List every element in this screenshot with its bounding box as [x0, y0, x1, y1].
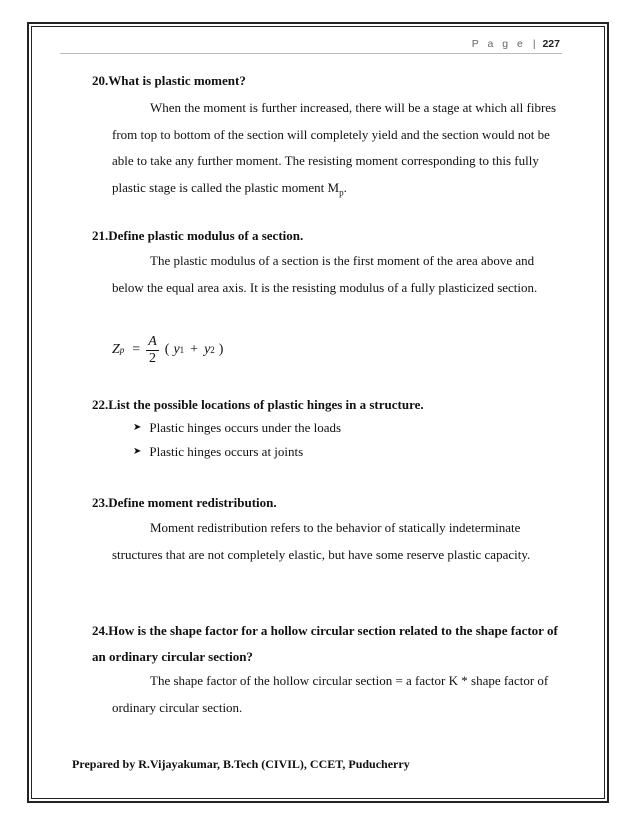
page-separator: | [532, 38, 536, 50]
question-24-answer [112, 668, 567, 721]
list-item-text: Plastic hinges occurs at joints [149, 444, 304, 459]
question-23-title [92, 490, 572, 516]
page-number: 227 [542, 38, 560, 50]
question-21-answer [112, 248, 567, 301]
question-text: Define moment redistribution. [108, 495, 277, 510]
page-label: P a g e [471, 38, 526, 50]
formula-fraction [146, 334, 159, 367]
question-number: 23. [92, 495, 109, 510]
list-item [133, 440, 341, 464]
formula-equals: = [132, 342, 141, 357]
question-text: Define plastic modulus of a section. [108, 228, 304, 243]
fraction-numerator: A [148, 333, 157, 349]
formula-y1-sub: 1 [179, 345, 185, 355]
plastic-modulus-formula [112, 327, 223, 373]
question-20-answer [112, 95, 567, 206]
question-20-title [92, 68, 572, 94]
question-24-title [92, 618, 572, 670]
answer-text: The shape factor of the hollow circular section = a factor K * shape factor of ordinary circular section. [112, 673, 549, 715]
formula-y2: y [204, 342, 211, 357]
question-number: 22. [92, 397, 109, 412]
formula-lhs-sub: p [119, 345, 125, 355]
answer-subscript: p [339, 187, 344, 198]
arrow-bullet-icon: ➤ [133, 446, 142, 457]
question-number: 21. [92, 228, 109, 243]
question-23-answer [112, 515, 567, 568]
question-number: 24. [92, 623, 109, 638]
formula-lhs: Z [112, 342, 120, 357]
formula-close-paren: ) [218, 342, 224, 357]
formula-plus: + [190, 342, 199, 357]
answer-text: Moment redistribution refers to the behavior of statically indeterminate structures that are not completely elastic, but have some reserve plastic capacity. [112, 520, 531, 562]
question-text: What is plastic moment? [108, 73, 246, 88]
arrow-bullet-icon: ➤ [133, 422, 142, 433]
question-text: How is the shape factor for a hollow circular section related to the shape factor of an ordinary circular section? [92, 623, 558, 664]
list-item-text: Plastic hinges occurs under the loads [149, 420, 342, 435]
page-footer: Prepared by R.Vijayakumar, B.Tech (CIVIL), CCET, Puducherry [72, 757, 410, 771]
plastic-hinge-list [133, 416, 341, 464]
question-number: 20. [92, 73, 109, 88]
formula-y1: y [173, 342, 180, 357]
header-rule [60, 53, 562, 54]
answer-end: . [343, 179, 347, 195]
formula-open-paren: ( [164, 342, 170, 357]
answer-text: When the moment is further increased, there will be a stage at which all fibres from top to bottom of the section will completely yield and the section would not be able to take any further moment. The resisting moment corresponding to this fully plastic stage is called the plastic moment M [112, 100, 557, 195]
question-22-title [92, 392, 572, 418]
answer-text: The plastic modulus of a section is the first moment of the area above and below the equal area axis. It is the resisting modulus of a fully plasticized section. [112, 253, 538, 295]
page-header [472, 38, 560, 50]
fraction-denominator: 2 [148, 350, 156, 366]
question-text: List the possible locations of plastic hinges in a structure. [108, 397, 424, 412]
formula-y2-sub: 2 [210, 345, 215, 355]
question-21-title [92, 223, 572, 249]
list-item [133, 416, 341, 440]
